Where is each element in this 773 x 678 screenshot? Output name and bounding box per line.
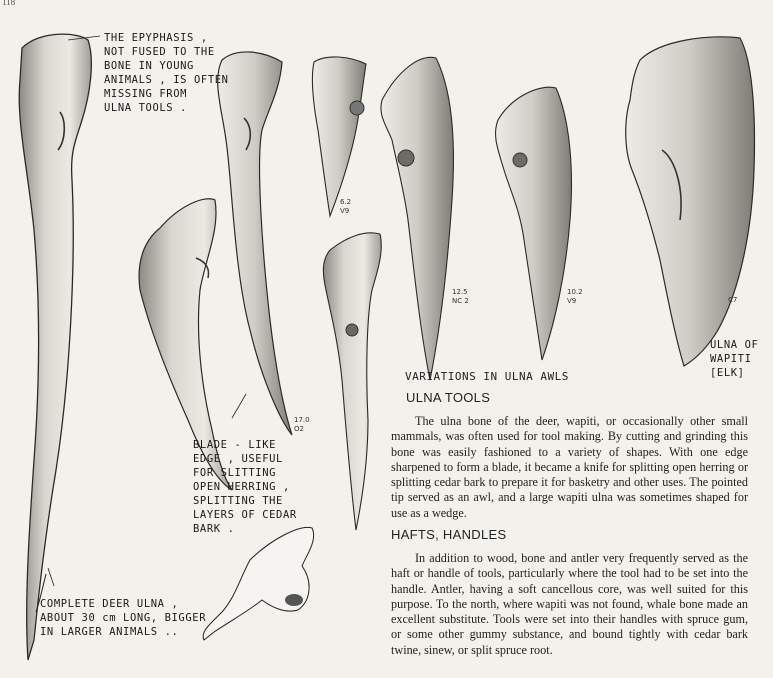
note-wapiti: ULNA OF WAPITI [ELK] — [710, 339, 759, 379]
page-number: 118 — [2, 0, 16, 7]
label-12-5: 12.5 NC 2 — [452, 288, 469, 305]
label-6-2: 6.2 V9 — [340, 198, 352, 215]
caption-variations: VARIATIONS IN ULNA AWLS — [405, 370, 569, 383]
label-17-0: 17.0 O2 — [294, 416, 310, 433]
paragraph-ulna-tools: The ulna bone of the deer, wapiti, or occasionally other small mammals, was often used for tool making. By cutting and grinding this bone was easily fashioned to a variety of shapes. With one edge sharpened to form a blade, it became a knife for splitting open herring or splitting cedar bark to prepare it for basketry and other uses. The pointed tip served as an awl, and a large wapiti ulna was sometimes shaped for use as a wedge. — [391, 414, 748, 520]
note-epiphysis: THE EPYPHASIS , NOT FUSED TO THE BONE IN YOUNG ANIMALS , IS OFTEN MISSING FROM ULNA TOOLS . — [104, 32, 229, 114]
hand-drawing — [203, 527, 314, 640]
ulna-awl-6 — [312, 57, 366, 216]
ulna-tool-17 — [218, 52, 292, 435]
ulna-awl-center — [323, 233, 381, 530]
paragraph-hafts-handles: In addition to wood, bone and antler very frequently served as the haft or handle of tools, particularly where the tool had to be set into the handle. Antler, having a soft cancellous core, was well suited for this purpose. To the north, where wapiti was not found, whale bone made an excellent substitute. Tools were set into their handles with spruce gum, or some other gummy substance, and bound tightly with cedar bark twine, sinew, or split spruce root. — [391, 551, 748, 657]
heading-ulna-tools: ULNA TOOLS — [406, 390, 491, 405]
complete-deer-ulna — [19, 34, 91, 660]
ulna-awl-12 — [381, 57, 454, 380]
note-complete-ulna: COMPLETE DEER ULNA , ABOUT 30 cm LONG, BIGGER IN LARGER ANIMALS .. — [40, 598, 207, 638]
label-c7: C7 — [728, 296, 738, 304]
note-blade-edge: BLADE - LIKE EDGE , USEFUL FOR SLITTING OPEN HERRING , SPLITTING THE LAYERS OF CEDAR BARK . — [193, 439, 297, 535]
wapiti-ulna — [626, 37, 755, 366]
heading-hafts-handles: HAFTS, HANDLES — [391, 527, 507, 542]
ulna-awl-10 — [496, 87, 572, 360]
label-10-2: 10.2 V9 — [567, 288, 583, 305]
